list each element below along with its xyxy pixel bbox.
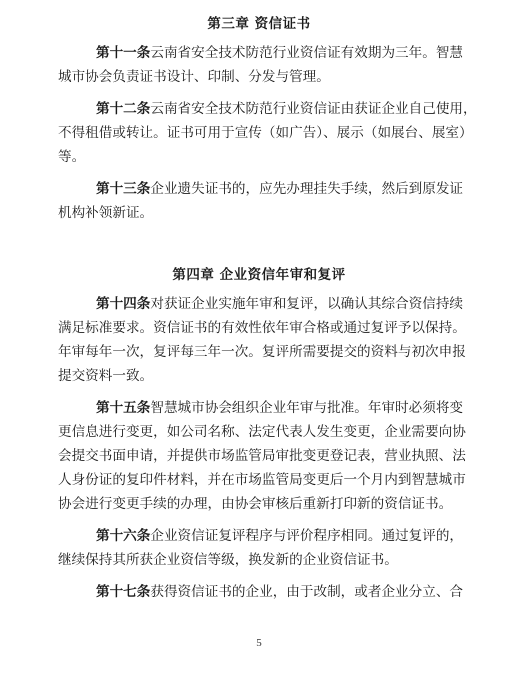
article-17-text-1: 获得资信证书的企业，由于改制，或者企业分立、合: [150, 584, 464, 600]
article-12-line-1: [96, 97, 477, 117]
article-11-line-1: [96, 41, 464, 61]
article-16-line-1: [96, 524, 464, 544]
article-12-line-3: 等。: [58, 149, 86, 165]
article-16-line-2: 继续保持其所获企业资信等级，换发新的企业资信证书。: [58, 552, 398, 568]
article-15-line-1: [96, 396, 464, 416]
chapter-3-heading: 第三章 资信证书: [207, 16, 311, 32]
article-12-label: 第十二条: [96, 101, 151, 117]
page-number: 5: [256, 637, 262, 649]
article-15-line-2: 更信息进行变更，如公司名称、法定代表人发生变更，企业需要向协: [58, 424, 466, 440]
article-17-label: 第十七条: [96, 584, 151, 600]
article-15-text-1: 智慧城市协会组织企业年审与批准。年审时必须将变: [150, 400, 464, 416]
article-14-line-4: 提交资料一致。: [58, 368, 154, 384]
article-12-text-1: 云南省安全技术防范行业资信证由获证企业自己使用，: [150, 101, 477, 117]
article-13-line-1: [96, 177, 464, 197]
article-15-line-3: 会提交书面申请，并提供市场监管局审批变更登记表，营业执照、法: [58, 448, 466, 464]
article-14-line-3: 年审每年一次，复评每三年一次。复评所需要提交的资料与初次申报: [58, 344, 466, 360]
article-11-text-1: 云南省安全技术防范行业资信证有效期为三年。智慧: [150, 45, 464, 61]
article-15-label: 第十五条: [96, 400, 151, 416]
article-16-label: 第十六条: [96, 528, 151, 544]
article-11-line-2: 城市协会负责证书设计、印制、分发与管理。: [58, 69, 330, 85]
article-14-line-2: 满足标准要求。资信证书的有效性依年审合格或通过复评予以保持。: [58, 320, 466, 336]
article-13-label: 第十三条: [96, 181, 151, 197]
article-16-text-1: 企业资信证复评程序与评价程序相同。通过复评的，: [150, 528, 464, 544]
article-15-line-5: 协会进行变更手续的办理，由协会审核后重新打印新的资信证书。: [58, 496, 453, 512]
article-13-text-1: 企业遗失证书的，应先办理挂失手续，然后到原发证: [150, 181, 464, 197]
article-17-line-1: [96, 580, 464, 600]
article-12-line-2: 不得租借或转让。证书可用于宣传（如广告）、展示（如展台、展室）: [58, 125, 473, 141]
article-15-line-4: 人身份证的复印件材料，并在市场监管局变更后一个月内到智慧城市: [58, 472, 466, 488]
article-14-label: 第十四条: [96, 296, 151, 312]
article-13-line-2: 机构补领新证。: [58, 205, 154, 221]
article-14-text-1: 对获证企业实施年审和复评，以确认其综合资信持续: [150, 296, 464, 312]
article-14-line-1: [96, 292, 464, 312]
article-11-label: 第十一条: [96, 45, 151, 61]
chapter-4-heading: 第四章 企业资信年审和复评: [172, 267, 346, 283]
